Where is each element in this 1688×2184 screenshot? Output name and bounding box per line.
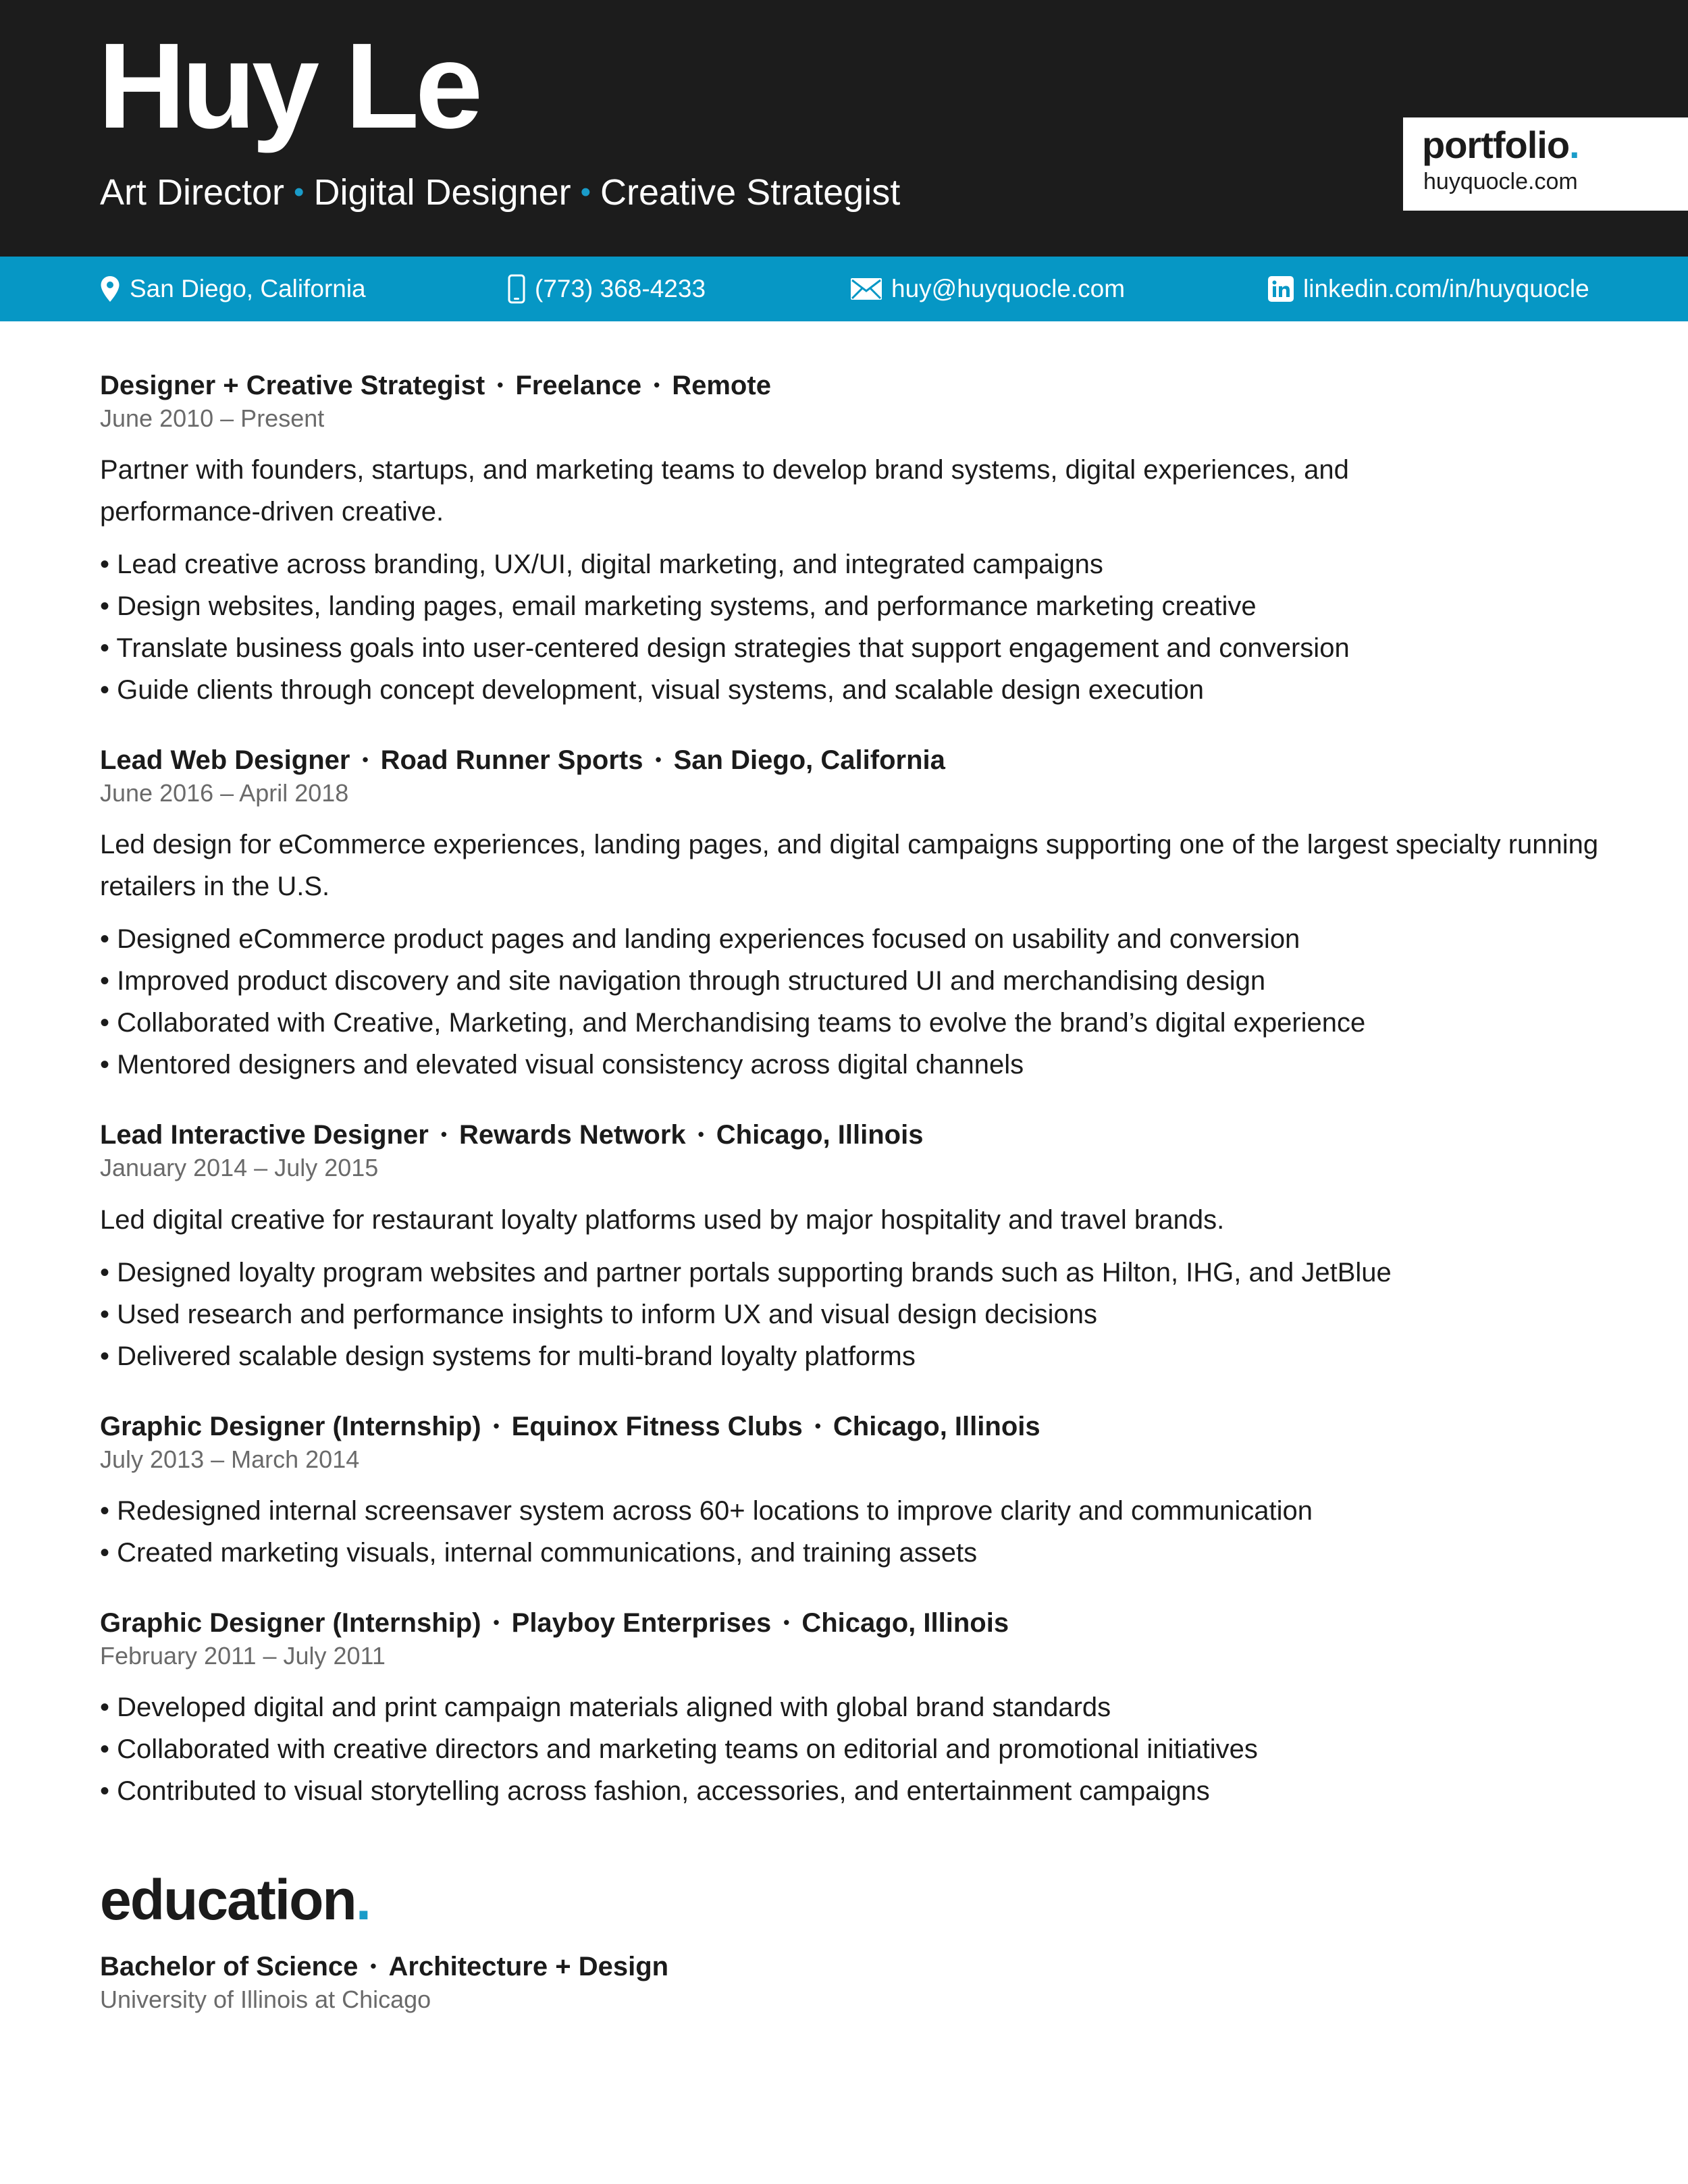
job-bullet-list <box>100 1686 1606 1812</box>
separator-dot: • <box>697 1124 704 1145</box>
job-bullet: • Designed eCommerce product pages and landing experiences focused on usability and conversion <box>100 924 1300 955</box>
experience-entry <box>100 1119 1606 1377</box>
role-creative-strategist: Creative Strategist <box>600 172 901 213</box>
job-company: Playboy Enterprises <box>511 1607 772 1638</box>
job-bullet: • Mentored designers and elevated visual consistency across digital channels <box>100 1050 1024 1080</box>
contact-location <box>100 257 366 321</box>
job-bullet: • Lead creative across branding, UX/UI, digital marketing, and integrated campaigns <box>100 550 1103 580</box>
location-text: San Diego, California <box>130 275 366 302</box>
job-title: Graphic Designer (Internship) <box>100 1411 481 1441</box>
job-title: Designer + Creative Strategist <box>100 371 485 400</box>
job-company: Road Runner Sports <box>380 745 643 776</box>
job-bullet: • Translate business goals into user-centered design strategies that support engagement and conversion <box>100 633 1350 664</box>
job-heading <box>100 370 1606 401</box>
experience-entry <box>100 370 1606 711</box>
job-dates: June 2010 – Present <box>100 404 325 432</box>
person-name: Huy Le <box>98 18 479 154</box>
education-field: Architecture + Design <box>388 1951 669 1981</box>
job-summary: Led digital creative for restaurant loyalty platforms used by major hospitality and travel brands. <box>100 1204 1225 1235</box>
experience-entry <box>100 1411 1606 1574</box>
job-title: Graphic Designer (Internship) <box>100 1607 481 1638</box>
job-dates: June 2016 – April 2018 <box>100 779 349 807</box>
role-digital-designer: Digital Designer <box>313 172 571 213</box>
role-separator-dot: • <box>294 176 305 209</box>
job-bullet: • Improved product discovery and site navigation through structured UI and merchandising design <box>100 966 1266 996</box>
linkedin-icon <box>1268 276 1294 302</box>
portfolio-label: portfolio. <box>1422 124 1579 166</box>
job-bullet: • Created marketing visuals, internal communications, and training assets <box>100 1537 978 1568</box>
education-section <box>100 1867 1606 2014</box>
job-location: Chicago, Illinois <box>716 1120 924 1150</box>
job-heading <box>100 745 1606 776</box>
job-bullet: • Redesigned internal screensaver system across 60+ locations to improve clarity and communication <box>100 1495 1313 1526</box>
separator-dot: • <box>370 1955 377 1976</box>
job-location: San Diego, California <box>673 745 945 776</box>
job-bullet-list <box>100 918 1606 1086</box>
separator-dot: • <box>440 1124 447 1145</box>
job-dates: February 2011 – July 2011 <box>100 1641 386 1670</box>
separator-dot: • <box>493 1415 500 1436</box>
portfolio-badge[interactable] <box>1403 117 1688 211</box>
role-separator-dot: • <box>580 176 591 209</box>
education-heading: education. <box>100 1867 371 1932</box>
job-bullet: • Delivered scalable design systems for multi-brand loyalty platforms <box>100 1341 916 1371</box>
job-title: Lead Web Designer <box>100 745 350 776</box>
job-bullet: • Contributed to visual storytelling across fashion, accessories, and entertainment campaigns <box>100 1776 1210 1806</box>
job-heading <box>100 1607 1606 1639</box>
portfolio-url-link[interactable]: huyquocle.com <box>1423 169 1578 194</box>
contact-bar <box>0 257 1688 321</box>
experience-entry <box>100 745 1606 1086</box>
job-dates: January 2014 – July 2015 <box>100 1154 379 1182</box>
contact-email[interactable] <box>851 257 1125 321</box>
envelope-icon <box>851 278 882 300</box>
linkedin-text[interactable]: linkedin.com/in/huyquocle <box>1303 275 1589 302</box>
separator-dot: • <box>362 749 369 770</box>
role-art-director: Art Director <box>100 172 285 213</box>
job-location: Chicago, Illinois <box>801 1607 1009 1638</box>
job-summary: Partner with founders, startups, and marketing teams to develop brand systems, digital experiences, and performance-driven creative. <box>100 455 1349 527</box>
job-heading <box>100 1411 1606 1442</box>
separator-dot: • <box>814 1415 821 1436</box>
job-title: Lead Interactive Designer <box>100 1120 429 1150</box>
education-degree-line <box>100 1951 1606 1982</box>
job-bullet: • Collaborated with creative directors and marketing teams on editorial and promotional initiatives <box>100 1734 1258 1764</box>
education-degree: Bachelor of Science <box>100 1951 359 1981</box>
contact-linkedin[interactable] <box>1268 257 1589 321</box>
job-company: Rewards Network <box>458 1120 686 1150</box>
experience-entry <box>100 1607 1606 1812</box>
email-text[interactable]: huy@huyquocle.com <box>891 275 1126 302</box>
phone-text[interactable]: (773) 368-4233 <box>535 275 706 302</box>
job-bullet: • Designed loyalty program websites and partner portals supporting brands such as Hilton, IHG, and JetBlue <box>100 1257 1392 1287</box>
job-heading <box>100 1119 1606 1150</box>
separator-dot: • <box>783 1612 790 1632</box>
header-banner <box>0 0 1688 257</box>
job-bullet-list <box>100 1252 1606 1377</box>
job-location: Chicago, Illinois <box>833 1411 1040 1441</box>
job-bullet: • Design websites, landing pages, email marketing systems, and performance marketing creative <box>100 591 1257 622</box>
education-school: University of Illinois at Chicago <box>100 1985 431 2013</box>
job-bullet: • Developed digital and print campaign materials aligned with global brand standards <box>100 1692 1111 1722</box>
job-bullet: • Used research and performance insights to inform UX and visual design decisions <box>100 1299 1097 1329</box>
separator-dot: • <box>497 375 504 395</box>
job-dates: July 2013 – March 2014 <box>100 1445 360 1473</box>
phone-icon <box>508 274 525 304</box>
job-bullet-list <box>100 1490 1606 1574</box>
role-tagline <box>100 173 900 213</box>
job-bullet-list <box>100 543 1606 711</box>
contact-phone[interactable] <box>508 257 706 321</box>
job-bullet: • Collaborated with Creative, Marketing, and Merchandising teams to evolve the brand’s digital experience <box>100 1008 1366 1038</box>
separator-dot: • <box>655 749 662 770</box>
map-pin-icon <box>100 275 120 302</box>
separator-dot: • <box>493 1612 500 1632</box>
job-company: Freelance <box>515 371 642 400</box>
job-company: Equinox Fitness Clubs <box>511 1411 803 1441</box>
job-bullet: • Guide clients through concept development, visual systems, and scalable design execution <box>100 675 1204 705</box>
job-summary: Led design for eCommerce experiences, landing pages, and digital campaigns supporting one of the largest specialty running retailers in the U.S. <box>100 830 1599 902</box>
resume-content <box>100 370 1606 2014</box>
separator-dot: • <box>654 375 660 395</box>
job-location: Remote <box>672 371 771 400</box>
